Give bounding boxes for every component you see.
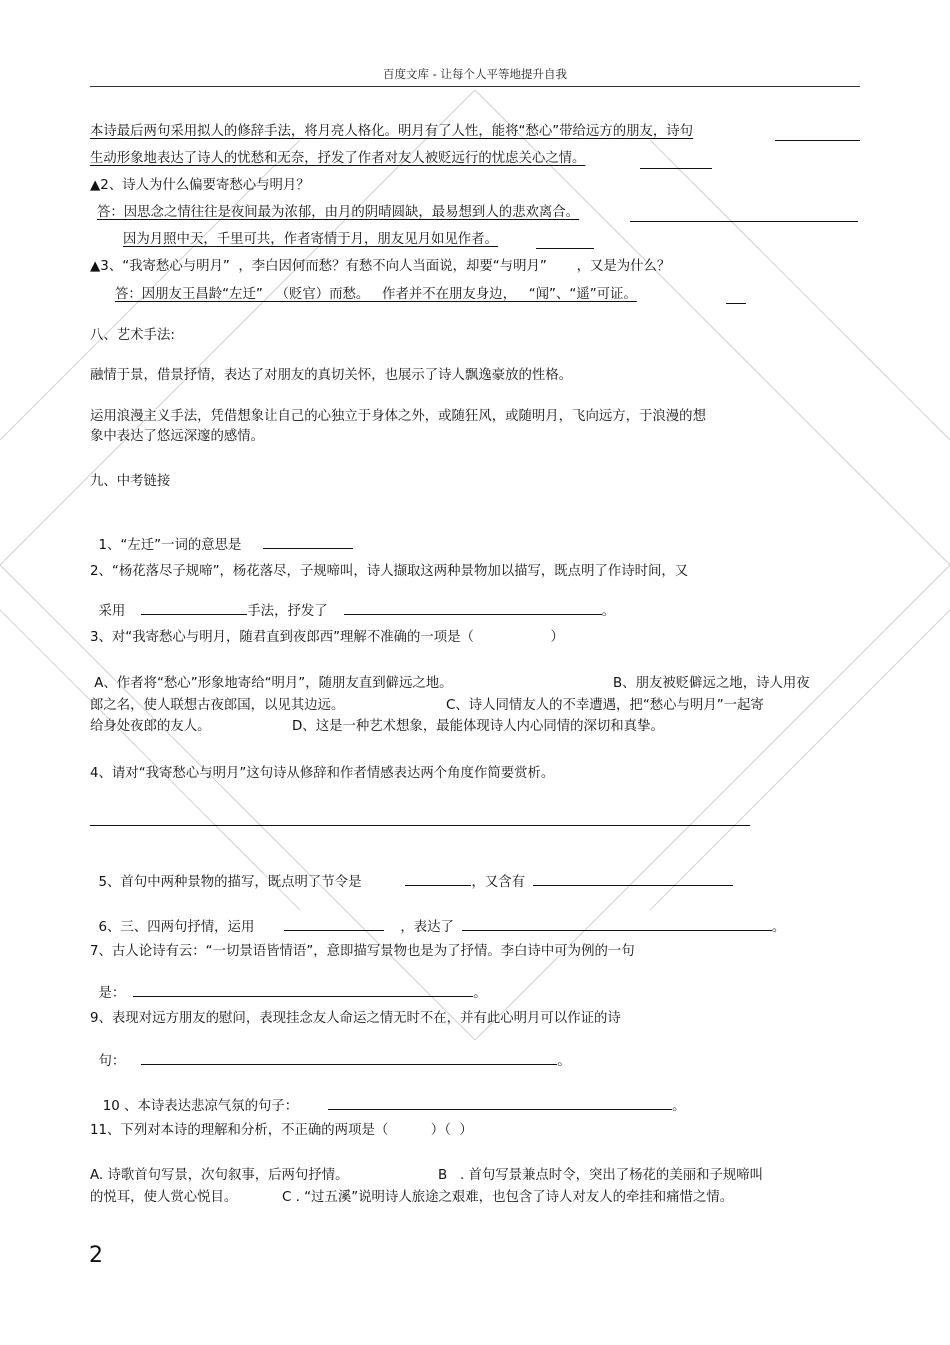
answer-blank[interactable] <box>405 872 471 886</box>
s9-q6-text-b: ，表达了 <box>400 920 454 935</box>
s9-q9-text-a: 句： <box>98 1054 126 1069</box>
s9-q2-text-b: 手法，抒发了 <box>247 604 328 619</box>
section-9-title: 九、中考链接 <box>90 474 171 489</box>
answer-blank[interactable] <box>133 983 473 997</box>
answer-line[interactable] <box>90 825 750 826</box>
s9-q3-option-b-cont: 郎之名，使人联想古夜郎国，以见其边远。 <box>90 698 345 713</box>
s9-q11-option-a: A. 诗歌首句写景，次句叙事，后两句抒情。 <box>90 1168 349 1183</box>
s9-q9-line-2 <box>90 1033 571 1071</box>
section-8-paragraph-1: 融情于景，借景抒情，表达了对朋友的真切关怀，也展示了诗人飘逸豪放的性格。 <box>90 368 573 383</box>
s9-q7-line-1: 7、古人论诗有云：“一切景语皆情语”，意即描写景物也是为了抒情。李白诗中可为例的一句 <box>90 944 635 959</box>
q3-answer: 答：因朋友王昌龄“左迁” （贬官）而愁。 作者并不在朋友身边， “闻”、“遥”可证。 <box>115 287 637 302</box>
answer-intro-line-1: 本诗最后两句采用拟人的修辞手法，将月亮人格化。明月有了人性，能将“愁心”带给远方的朋友，诗句 <box>90 124 694 139</box>
underline-extension <box>775 140 860 141</box>
s9-q3-option-c: C、诗人同情友人的不幸遭遇，把“愁心与明月”一起寄 <box>446 698 764 713</box>
s9-q6-text-c: 。 <box>771 920 786 935</box>
s9-q9-text-b: 。 <box>557 1054 571 1069</box>
section-8-title: 八、艺术手法: <box>90 328 175 343</box>
s9-q5-text-a: 5、首句中两种景物的描写，既点明了节令是 <box>98 875 362 890</box>
answer-blank[interactable] <box>263 535 353 549</box>
s9-q2-line-1: 2、“杨花落尽子规啼”，杨花落尽，子规啼叫，诗人撷取这两种景物加以描写，既点明了作诗时间，又 <box>90 564 689 579</box>
q2-answer-line-1: 答：因思念之情往往是夜间最为浓郁，由月的阴晴圆缺，最易想到人的悲欢离合。 <box>97 205 580 220</box>
s9-q10-text-a: 10 、本诗表达悲凉气氛的句子： <box>98 1099 299 1114</box>
s9-q10-text-b: 。 <box>672 1099 686 1114</box>
q2-answer-line-2: 因为月照中天，千里可共，作者寄情于月，朋友见月如见作者。 <box>123 232 498 247</box>
s9-q5 <box>90 854 733 892</box>
answer-blank[interactable] <box>533 872 733 886</box>
s9-q11: 11、下列对本诗的理解和分析，不正确的两项是（ ）（ ） <box>90 1123 473 1138</box>
answer-blank[interactable] <box>328 1096 672 1110</box>
s9-q3-option-a: A、作者将“愁心”形象地寄给“明月”，随朋友直到僻远之地。 <box>90 676 453 691</box>
answer-blank[interactable] <box>462 917 772 931</box>
section-8-paragraph-2-line-2: 象中表达了悠远深邃的感情。 <box>90 429 265 444</box>
page-header: 百度文库 - 让每个人平等地提升自我 <box>90 66 860 87</box>
s9-q7-line-2 <box>90 965 487 1003</box>
s9-q5-text-b: ，又含有 <box>471 875 526 890</box>
underline-extension <box>726 303 746 304</box>
page-number: 2 <box>89 1243 103 1268</box>
answer-blank[interactable] <box>141 601 247 615</box>
s9-q1-text: 1、“左迁”一词的意思是 <box>98 538 242 553</box>
answer-blank[interactable] <box>141 1051 557 1065</box>
s9-q11-option-b: B . 首句写景兼点时令，突出了杨花的美丽和子规啼叫 <box>438 1168 764 1183</box>
q2-question: ▲2、诗人为什么偏要寄愁心与明月？ <box>90 178 310 193</box>
s9-q4: 4、请对“我寄愁心与明月”这句诗从修辞和作者情感表达两个角度作简要赏析。 <box>90 766 555 781</box>
s9-q11-option-b-cont: 的悦耳，使人赏心悦目。 <box>90 1190 238 1205</box>
answer-intro-line-2: 生动形象地表达了诗人的忧愁和无奈，抒发了作者对友人被贬远行的忧虑关心之情。 <box>90 151 586 166</box>
s9-q7-text-a: 是： <box>98 986 126 1001</box>
s9-q7-text-b: 。 <box>473 986 487 1001</box>
answer-blank[interactable] <box>344 601 602 615</box>
s9-q9-line-1: 9、表现对远方朋友的慰问，表现挂念友人命运之情无时不在，并有此心明月可以作证的诗 <box>90 1011 621 1026</box>
section-8-paragraph-2-line-1: 运用浪漫主义手法，凭借想象让自己的心独立于身体之外，或随狂风，或随明月，飞向远方，于浪漫的想 <box>90 409 706 424</box>
s9-q2-text-c: 。 <box>601 604 616 619</box>
q3-question: ▲3、“我寄愁心与明月” ，李白因何而愁？有愁不向人当面说，却要“与明月” ，又是为什么？ <box>90 259 671 274</box>
underline-extension <box>640 168 712 169</box>
underline-extension <box>536 248 594 249</box>
s9-q3-option-b: B、朋友被贬僻远之地，诗人用夜 <box>613 676 810 691</box>
s9-q3-option-d: D、这是一种艺术想象，最能体现诗人内心同情的深切和真挚。 <box>292 719 664 734</box>
s9-q2-text-a: 采用 <box>98 604 126 619</box>
s9-q10 <box>90 1078 686 1116</box>
s9-q3-option-c-cont: 给身处夜郎的友人。 <box>90 719 211 734</box>
s9-q6-text-a: 6、三、四两句抒情，运用 <box>98 920 255 935</box>
answer-blank[interactable] <box>284 917 384 931</box>
s9-q6 <box>90 899 785 937</box>
s9-q1 <box>90 517 353 555</box>
underline-extension <box>630 221 858 222</box>
s9-q11-option-c: C . “过五溪”说明诗人旅途之艰难，也包含了诗人对友人的牵挂和痛惜之情。 <box>282 1190 734 1205</box>
s9-q2-line-2 <box>90 583 615 621</box>
s9-q3: 3、对“我寄愁心与明月，随君直到夜郎西”理解不准确的一项是（ ） <box>90 630 564 645</box>
